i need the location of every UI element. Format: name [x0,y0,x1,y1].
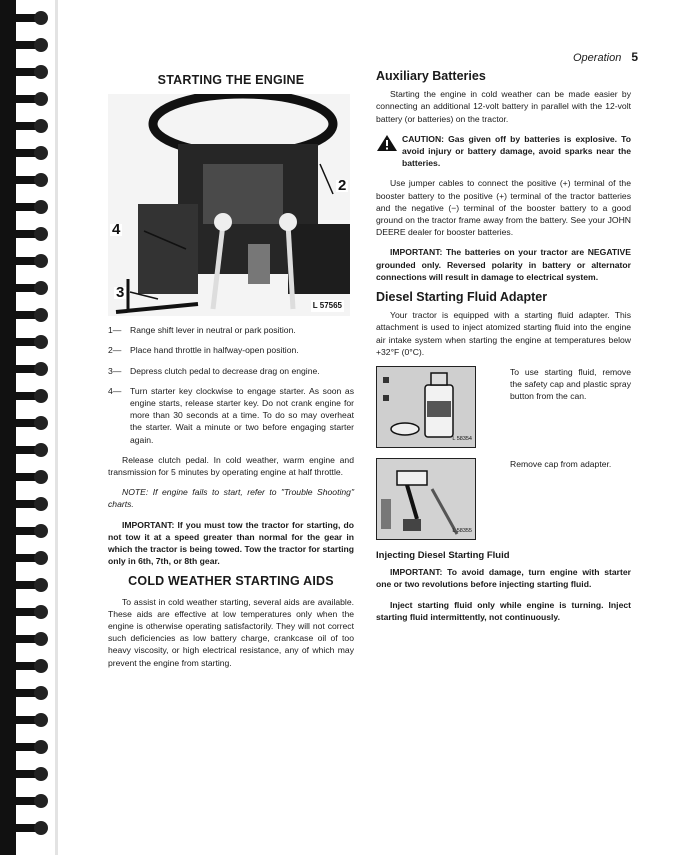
right-column [376,70,631,631]
warning-triangle-icon [376,134,398,152]
callout-3: 3 [116,284,125,302]
binding-ring [12,824,46,832]
caution-label: CAUTION: [402,133,445,144]
binding-ring [12,446,46,454]
step-3-number: 3— [108,365,122,376]
binding-ring [12,554,46,562]
auxiliary-batteries-heading: Auxiliary Batteries [376,69,486,83]
polarity-important [376,246,631,283]
step-1-number: 1— [108,325,122,336]
binding-ring [12,311,46,319]
tractor-controls-photo [108,94,350,316]
binding-ring [12,95,46,103]
cold-weather-heading: COLD WEATHER STARTING AIDS [128,574,334,589]
binding-ring [12,338,46,346]
release-clutch-paragraph: Release clutch pedal. In cold weather, warm engine and transmission for 5 minutes by operating engine at half throttle. [108,454,354,478]
binding-ring [12,14,46,22]
figure-row-can [376,366,631,448]
injecting-important-text: To avoid damage, turn engine with starter one or two revolutions before injecting starting fluid. [376,567,631,590]
binding-ring [12,203,46,211]
polarity-important-text: The batteries on your tractor are NEGATIVE grounded only. Reversed polarity in battery or alternator connections will result in damage to electrical system. [376,247,631,282]
header-section: Operation [573,52,622,64]
diesel-fluid-heading: Diesel Starting Fluid Adapter [376,290,548,305]
cold-weather-paragraph: To assist in cold weather starting, several aids are available. These aids are effective at low temperatures only when the engine is otherwise operating satisfactorily. They will not correct such deficiencies as low battery charge, crankcase oil of too heavy viscosity, or high electrical resistance, any of which may prevent the engine from starting. [108,596,354,668]
polarity-important-label: IMPORTANT: [390,247,443,258]
towing-important [108,519,354,568]
tractor-controls-illustration [108,94,350,316]
step-2 [108,344,354,356]
step-1 [108,324,354,336]
binding-ring [12,608,46,616]
binding-ring [12,68,46,76]
figure-1-code: L 58354 [452,435,472,442]
photo-code: L 57565 [311,300,344,312]
step-1-text: Range shift lever in neutral or park position. [130,325,296,336]
spiral-binding [0,0,58,855]
starting-engine-heading: STARTING THE ENGINE [157,73,305,87]
figure-row-adapter [376,458,631,540]
binding-ring [12,176,46,184]
step-4-number: 4— [108,385,122,396]
towing-important-label: IMPORTANT: [122,519,175,530]
binding-ring [12,122,46,130]
jumper-cables-paragraph: Use jumper cables to connect the positive (+) terminal of the booster battery to the positive (+) terminal of the tractor batteries and the negative (−) terminal of the booster battery to a good ground on the tractor frame away from the battery. See your JOHN DEERE dealer for booster batteries. [376,178,631,238]
binding-ring [12,257,46,265]
binding-ring [12,743,46,751]
binding-ring [12,662,46,670]
step-3 [108,365,354,377]
caution-block [376,133,631,170]
binding-ring [12,284,46,292]
binding-ring [12,473,46,481]
injecting-fluid-heading: Injecting Diesel Starting Fluid [376,550,510,562]
remove-safety-cap-text: To use starting fluid, remove the safety cap and plastic spray button from the can. [510,367,631,402]
binding-ring [12,689,46,697]
binding-ring [12,797,46,805]
adapter-cap-figure [376,458,476,540]
binding-ring [12,635,46,643]
callout-2: 2 [338,177,347,195]
binding-ring [12,419,46,427]
binding-ring [12,716,46,724]
left-column [108,70,354,677]
step-4-text: Turn starter key clockwise to engage starter. As soon as engine starts, release starter key. Do not crank engine for more than 30 seconds at a time. To do so may overheat the starter. Wait a minute or two before engaging starter again. [130,385,354,445]
towing-important-text: If you must tow the tractor for starting, do not tow it at a speed greater than normal for the gear in which the tractor is being towed. Tow the tractor for starting only in 6th, 7th, or 8th gear. [108,519,354,567]
binding-ring [12,41,46,49]
binding-ring [12,365,46,373]
step-4 [108,385,354,446]
injecting-important-label: IMPORTANT: [390,567,443,578]
binding-ring [12,230,46,238]
remove-adapter-cap-text: Remove cap from adapter. [510,459,612,470]
binding-ring [12,392,46,400]
binding-ring [12,500,46,508]
auxiliary-batteries-paragraph: Starting the engine in cold weather can be made easier by connecting an additional 12-volt battery in parallel with the 12-volt battery (or batteries) on the tractor. [376,89,631,124]
page-edge [55,0,58,855]
diesel-fluid-paragraph: Your tractor is equipped with a starting fluid adapter. This attachment is used to inject atomized starting fluid into the engine air intake system when starting the engine at temperatures below +32°F (0°C). [376,310,631,357]
figure-2-code: L 58355 [452,527,472,534]
binding-ring [12,581,46,589]
binding-ring [12,527,46,535]
binding-ring [12,149,46,157]
caution-text: Gas given off by batteries is explosive. To avoid injury or battery damage, avoid sparks near the batteries. [402,133,631,169]
callout-4: 4 [112,221,121,239]
step-2-number: 2— [108,345,122,356]
injecting-important [376,566,631,590]
page-number: 5 [631,50,638,64]
step-2-text: Place hand throttle in halfway-open position. [130,345,299,356]
caution-text-block [402,133,631,170]
step-3-text: Depress clutch pedal to decrease drag on engine. [130,365,320,376]
binding-ring [12,770,46,778]
inject-intermittently-text: Inject starting fluid only while engine is turning. Inject starting fluid intermittently, not continuously. [376,599,631,622]
starting-fluid-can-figure [376,366,476,448]
page-header [573,50,638,64]
trouble-shooting-note: NOTE: If engine fails to start, refer to "Trouble Shooting" charts. [108,487,354,510]
